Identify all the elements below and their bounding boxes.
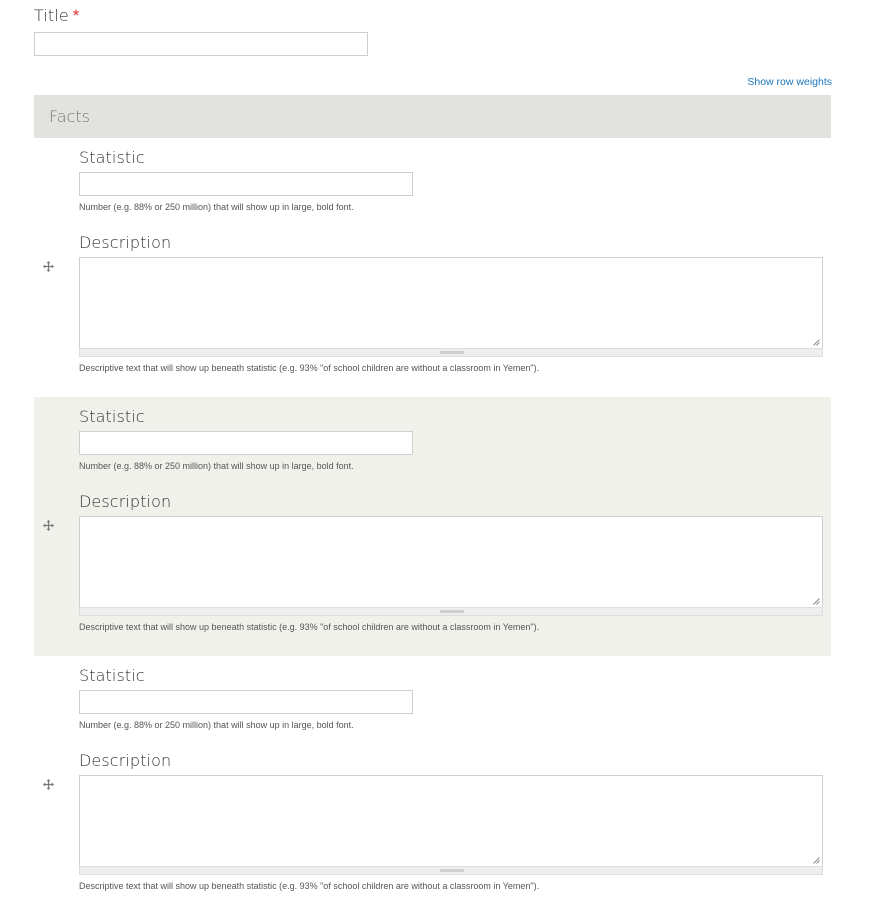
textarea-grippie[interactable] [79,348,823,357]
statistic-input[interactable] [79,172,413,196]
resize-corner-icon[interactable] [813,339,820,346]
description-textarea[interactable] [79,775,823,866]
description-label: Description [79,492,172,511]
fact-row [34,397,831,656]
description-help-text: Descriptive text that will show up beneath statistic (e.g. 93% "of school children are without a classroom in Yemen"). [79,881,540,891]
fact-content [79,407,823,633]
statistic-help-text: Number (e.g. 88% or 250 million) that will show up in large, bold font. [79,461,354,471]
resize-corner-icon[interactable] [813,857,820,864]
textarea-grippie[interactable] [79,607,823,616]
fact-content [79,148,823,374]
description-textarea[interactable] [79,516,823,607]
statistic-input[interactable] [79,690,413,714]
description-field [79,257,823,357]
description-field [79,516,823,616]
statistic-help-text: Number (e.g. 88% or 250 million) that will show up in large, bold font. [79,202,354,212]
description-textarea[interactable] [79,257,823,348]
title-label: Title [34,6,69,25]
title-field-label [34,6,79,26]
title-input[interactable] [34,32,368,56]
fact-row [34,138,831,397]
description-help-text: Descriptive text that will show up beneath statistic (e.g. 93% "of school children are without a classroom in Yemen"). [79,622,540,632]
drag-handle-icon[interactable] [43,779,54,790]
grippie-bar [440,610,464,613]
description-field [79,775,823,875]
grippie-bar [440,869,464,872]
facts-header [34,95,831,138]
show-row-weights-link[interactable]: Show row weights [747,76,832,88]
drag-handle-icon[interactable] [43,520,54,531]
description-help-text: Descriptive text that will show up beneath statistic (e.g. 93% "of school children are without a classroom in Yemen"). [79,363,540,373]
facts-table [34,95,831,915]
statistic-input[interactable] [79,431,413,455]
statistic-label: Statistic [79,666,145,685]
grippie-bar [440,351,464,354]
drag-handle-icon[interactable] [43,261,54,272]
resize-corner-icon[interactable] [813,598,820,605]
required-mark: * [72,6,80,25]
facts-header-label: Facts [49,107,90,126]
description-label: Description [79,751,172,770]
statistic-label: Statistic [79,407,145,426]
statistic-label: Statistic [79,148,145,167]
statistic-help-text: Number (e.g. 88% or 250 million) that will show up in large, bold font. [79,720,354,730]
fact-row [34,656,831,915]
description-label: Description [79,233,172,252]
textarea-grippie[interactable] [79,866,823,875]
fact-content [79,666,823,892]
